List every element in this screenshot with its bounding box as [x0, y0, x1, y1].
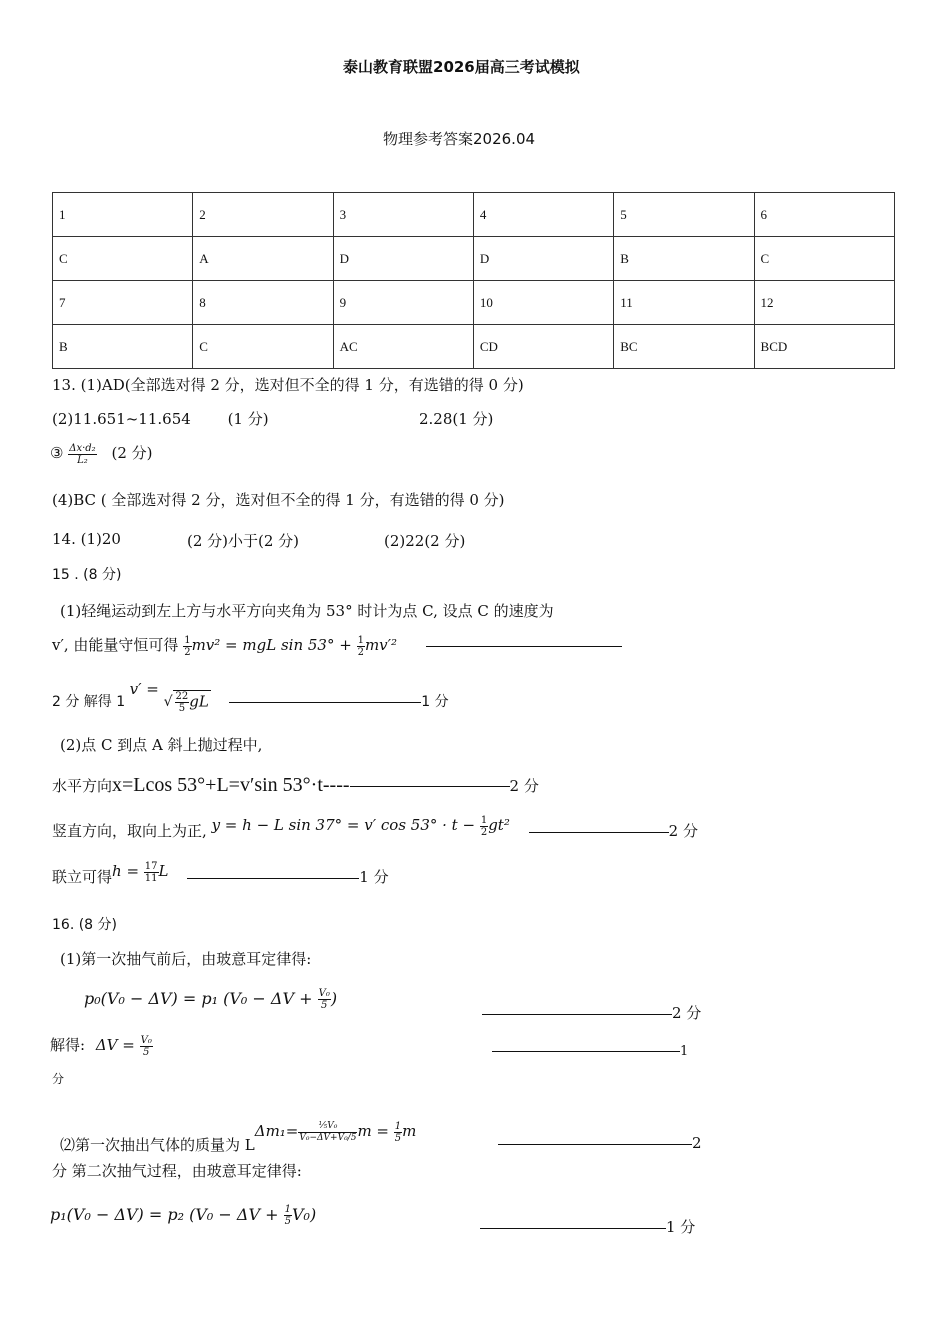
q15-p1: (1)轻绳运动到左上方与水平方向夹角为 53° 时计为点 C, 设点 C 的速度为	[60, 602, 554, 620]
half-frac-2: $\frac{1}{2}$	[357, 634, 364, 658]
table-cell: C	[754, 237, 894, 281]
q16-eq2-score-wrap: 分	[52, 1072, 65, 1086]
q15-p6	[52, 814, 698, 844]
q16-eq1-num: V₀	[318, 988, 330, 999]
table-cell: 10	[473, 281, 613, 325]
q15-p2-prefix: v′, 由能量守恒可得	[52, 636, 179, 654]
half-frac-3: $\frac{1}{2}$	[480, 814, 488, 838]
q15-p3: 2 分 解得 1 v′ = √ $\frac{22}{5}$ gL 1 分	[52, 680, 449, 714]
q15-p6-rule	[529, 832, 669, 833]
table-cell: BCD	[754, 325, 894, 369]
q16-p1: (1)第一次抽气前后，由玻意耳定律得:	[60, 950, 312, 968]
table-cell: CD	[473, 325, 613, 369]
q15-p6-score: 2 分	[668, 822, 698, 840]
q15-p3-sqrt-tail: gL	[189, 692, 209, 711]
q14-c: (2)22(2 分)	[384, 532, 466, 550]
q16-head: 16. (8 分)	[52, 917, 117, 933]
q16-eq3-mid: m =	[357, 1122, 394, 1140]
table-cell: C	[193, 325, 333, 369]
q16-p4: 分 第二次抽气过程，由玻意耳定律得:	[52, 1162, 302, 1180]
q15-p3-sqrt-num: 22	[175, 691, 189, 702]
table-cell: 9	[333, 281, 473, 325]
q16-eq3-score: 2	[692, 1134, 702, 1152]
table-cell: 2	[193, 193, 333, 237]
table-row	[53, 281, 895, 325]
q15-p3-rule	[229, 702, 421, 703]
table-cell: A	[193, 237, 333, 281]
q15-p6-prefix: 竖直方向，取向上为正,	[52, 822, 207, 840]
table-row	[53, 193, 895, 237]
q15-p3-sqrt-den: 5	[178, 703, 186, 714]
q13-line1: 13. (1)AD(全部选对得 2 分，选对但不全的得 1 分，有选错的得 0 分)	[52, 376, 524, 394]
q15-p7-rule	[187, 878, 359, 879]
q15-p7-score: 1 分	[359, 868, 389, 886]
table-cell: B	[614, 237, 754, 281]
q15-p7-den: 11	[144, 872, 158, 884]
q13-part3-score: (2 分)	[111, 444, 153, 462]
q15-p7-prefix: 联立可得	[52, 868, 113, 886]
q16-p3	[60, 1120, 417, 1154]
q13-part2b: 2.28(1 分)	[419, 410, 494, 428]
q15-p2-eq: mv² = mgL sin 53° +	[191, 636, 357, 654]
q16-eq2-den: 5	[143, 1046, 150, 1058]
q16-eq1-rule	[482, 1014, 672, 1015]
table-cell: B	[53, 325, 193, 369]
table-cell: 5	[614, 193, 754, 237]
q16-eq2: ΔV =	[95, 1036, 140, 1054]
q14-a: 14. (1)20	[52, 530, 121, 548]
q15-p2-rule	[426, 646, 622, 647]
q16-eq3-num: ⅕V₀	[298, 1121, 357, 1133]
q15-p3-v: v′ =	[129, 680, 164, 698]
q15-p5-score: 2 分	[509, 777, 539, 795]
table-cell: 12	[754, 281, 894, 325]
q16-eq2-score: 1	[680, 1044, 689, 1059]
q15-p5	[52, 774, 539, 797]
q16-eq1	[84, 988, 337, 1011]
q15-p5-rule	[350, 786, 510, 787]
q16-eq1-end: )	[330, 989, 338, 1008]
q16-eq3-frac2	[394, 1121, 402, 1144]
q16-p2	[50, 1034, 153, 1058]
table-cell: 4	[473, 193, 613, 237]
q16-eq2-rule	[492, 1051, 680, 1052]
q13-part3-den: L₂	[77, 454, 88, 466]
q15-p7-eq: h =	[112, 862, 144, 880]
q16-p2-prefix: 解得:	[50, 1036, 86, 1054]
q16-eq3-scoreline	[498, 1134, 702, 1152]
table-row	[53, 237, 895, 281]
half-frac-1: $\frac{1}{2}$	[184, 634, 191, 658]
q15-p7	[52, 860, 389, 890]
q16-eq4-score: 1 分	[666, 1218, 696, 1236]
q15-p6-eq: y = h − L sin 37° = v′ cos 53° · t −	[211, 816, 480, 834]
table-cell: 7	[53, 281, 193, 325]
q16-eq4-text: p₁(V₀ − ΔV) = p₂ (V₀ − ΔV +	[50, 1205, 284, 1224]
q16-eq3-rule	[498, 1144, 692, 1145]
q16-eq3-lhs: Δm₁=	[254, 1122, 299, 1140]
table-cell: AC	[333, 325, 473, 369]
q15-p3-score: 1 分	[421, 694, 449, 710]
q16-eq3-num2: 1	[394, 1120, 402, 1132]
q15-p3-sqrt	[173, 690, 211, 714]
q16-eq4-den: 5	[284, 1216, 291, 1227]
q15-p7-end: L	[158, 862, 169, 880]
page-title: 泰山教育联盟2026届高三考试模拟	[343, 58, 580, 76]
q16-eq1-den: 5	[321, 1000, 328, 1011]
q16-eq3-frac	[298, 1121, 357, 1144]
q16-eq1-score: 2 分	[672, 1004, 702, 1022]
q13-part3-fraction	[68, 443, 96, 466]
q16-eq1-text: p₀(V₀ − ΔV) = p₁ (V₀ − ΔV +	[84, 989, 318, 1008]
q16-eq1-scoreline	[482, 1002, 701, 1023]
q15-p4: (2)点 C 到点 A 斜上抛过程中,	[60, 736, 263, 754]
table-cell: C	[53, 237, 193, 281]
q15-p3-prefix: 2 分 解得 1	[52, 694, 126, 710]
q13-part3-prefix: ③	[50, 444, 64, 462]
table-cell: 1	[53, 193, 193, 237]
table-cell: 6	[754, 193, 894, 237]
q15-head: 15 . (8 分)	[52, 567, 122, 583]
q16-eq3-den2: 5	[394, 1132, 402, 1144]
q15-p2-eq-end: mv′²	[364, 636, 398, 654]
q15-p2	[52, 634, 622, 658]
q15-p6-eq-end: gt²	[488, 816, 510, 834]
q16-eq2-scoreline	[492, 1044, 688, 1059]
q16-eq2-frac	[140, 1035, 153, 1058]
q16-p3-prefix: ⑵第一次抽出气体的质量为 L	[60, 1136, 255, 1154]
q16-eq3-end: m	[402, 1122, 417, 1140]
q16-eq1-frac	[318, 988, 331, 1011]
q16-eq4-end: V₀)	[291, 1205, 317, 1224]
page-subtitle: 物理参考答案2026.04	[383, 130, 536, 148]
q13-part4: (4)BC ( 全部选对得 2 分，选对但不全的得 1 分，有选错的得 0 分)	[52, 491, 505, 509]
table-cell: 8	[193, 281, 333, 325]
q15-p7-frac	[144, 861, 159, 884]
q16-eq4	[50, 1204, 316, 1227]
table-row	[53, 325, 895, 369]
table-cell: D	[473, 237, 613, 281]
table-cell: 3	[333, 193, 473, 237]
q15-p7-num: 17	[144, 860, 158, 872]
q15-p5-prefix: 水平方向	[52, 777, 113, 795]
q13-part3	[50, 442, 153, 466]
answer-table	[52, 192, 895, 369]
table-cell: 11	[614, 281, 754, 325]
q13-part2a-text: (2)11.651~11.654	[52, 410, 191, 428]
q13-part2a-score: (1 分)	[227, 410, 269, 428]
q13-part2a	[52, 408, 269, 429]
q16-eq3-den: V₀−ΔV+V₀/5	[299, 1132, 357, 1143]
q16-eq2-num: V₀	[140, 1034, 152, 1046]
q16-eq4-rule	[480, 1228, 666, 1229]
table-cell: D	[333, 237, 473, 281]
q15-p5-eq: x=Lcos 53°+L=v′sin 53°·t----	[112, 774, 350, 796]
q16-eq4-frac	[284, 1204, 292, 1227]
q16-eq4-scoreline	[480, 1216, 695, 1237]
q14-b: (2 分)小于(2 分)	[187, 532, 300, 550]
q13-part3-num: Δx·d₂	[69, 442, 96, 454]
table-cell: BC	[614, 325, 754, 369]
q16-eq4-num: 1	[284, 1204, 291, 1215]
